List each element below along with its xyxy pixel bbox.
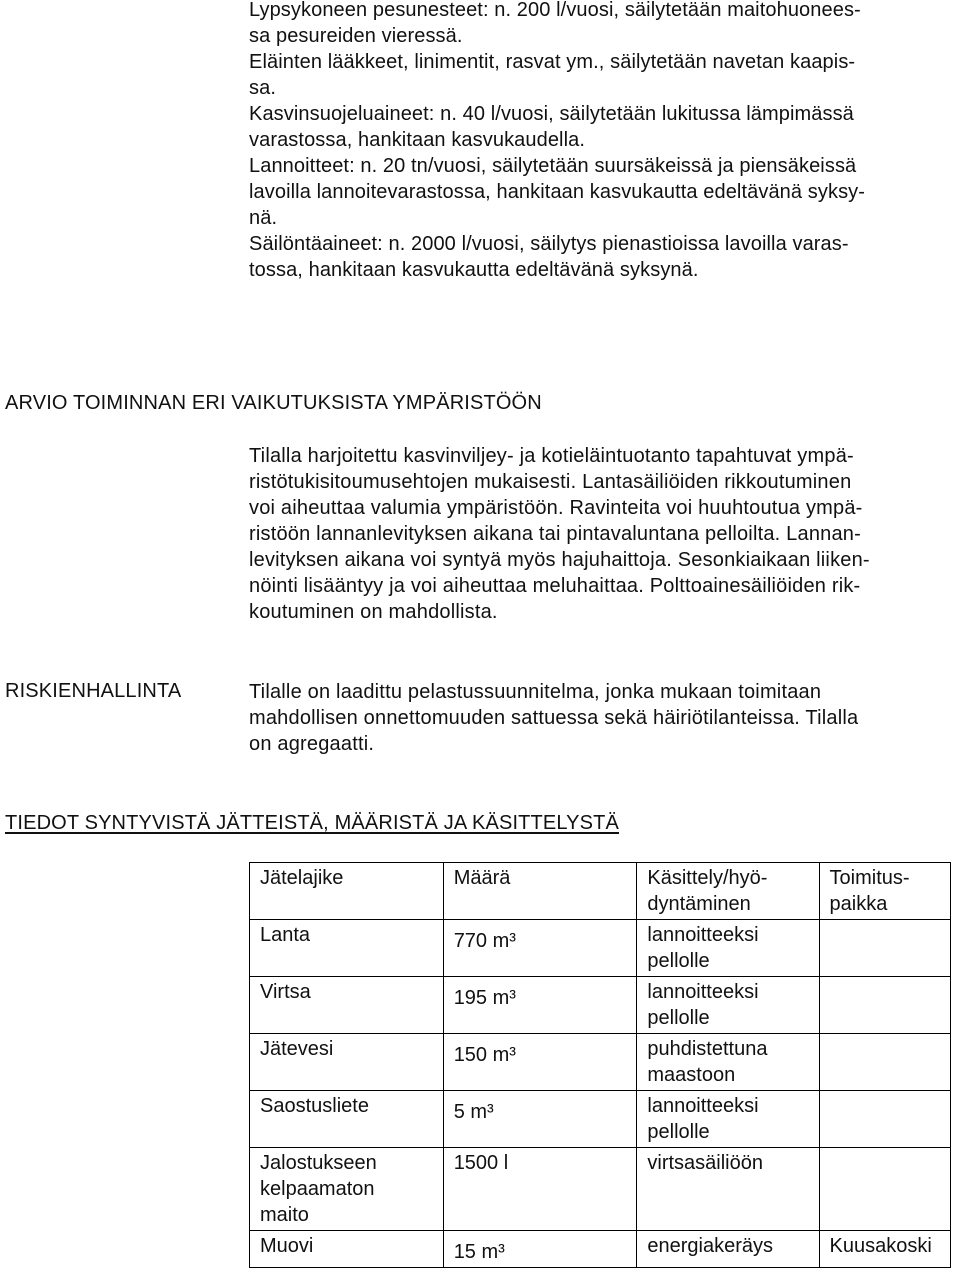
handling-cell: lannoitteeksi pellolle — [637, 920, 819, 977]
text-line: on agregaatti. — [249, 733, 375, 755]
amount-cell: 150 m³ — [443, 1034, 637, 1091]
amount-cell: 770 m³ — [443, 920, 637, 977]
text-line: Kasvinsuojeluaineet: n. 40 l/vuosi, säilytetään lukitussa lämpimässä — [249, 103, 854, 125]
delivery-cell — [819, 1148, 950, 1231]
handling-cell: lannoitteeksi pellolle — [637, 1091, 819, 1148]
text-line: tossa, hankitaan kasvukautta edeltävänä syksynä. — [249, 259, 699, 281]
handling-cell: energiakeräys — [637, 1231, 819, 1268]
text-line: Lypsykoneen pesunesteet: n. 200 l/vuosi, säilytetään maitohuonees- — [249, 0, 861, 21]
delivery-cell — [819, 977, 950, 1034]
text-line: Eläinten lääkkeet, linimentit, rasvat ym., säilytetään navetan kaapis- — [249, 51, 856, 73]
table-row — [250, 1034, 951, 1091]
column-header: Toimitus- paikka — [819, 863, 950, 920]
text-line: ristötukisitoumusehtojen mukaisesti. Lantasäiliöiden rikkoutuminen — [249, 471, 852, 493]
text-line: levityksen aikana voi syntyä myös hajuhaittoja. Sesonkiaikaan liiken- — [249, 549, 870, 571]
handling-cell: puhdistettuna maastoon — [637, 1034, 819, 1091]
delivery-cell — [819, 920, 950, 977]
text-line: varastossa, hankitaan kasvukaudella. — [249, 129, 586, 151]
waste-type-cell: Jätevesi — [250, 1034, 444, 1091]
waste-type-cell: Lanta — [250, 920, 444, 977]
text-line: ristöön lannanlevityksen aikana tai pintavaluntana pelloilta. Lannan- — [249, 523, 861, 545]
text-line: koutuminen on mahdollista. — [249, 601, 498, 623]
waste-table — [249, 862, 951, 1268]
text-line: sa. — [249, 77, 276, 99]
table-row — [250, 920, 951, 977]
column-header: Määrä — [443, 863, 637, 920]
delivery-cell — [819, 1091, 950, 1148]
waste-type-cell: Jalostukseen kelpaamaton maito — [250, 1148, 444, 1231]
table-row — [250, 1091, 951, 1148]
text-line: nä. — [249, 207, 278, 229]
text-line: nöinti lisääntyy ja voi aiheuttaa meluhaittaa. Polttoainesäiliöiden rik- — [249, 575, 861, 597]
text-line: sa pesureiden vieressä. — [249, 25, 463, 47]
text-line: Lannoitteet: n. 20 tn/vuosi, säilytetään suursäkeissä ja piensäkeissä — [249, 155, 857, 177]
amount-cell: 1500 l — [443, 1148, 637, 1231]
table-row — [250, 1231, 951, 1268]
text-line: voi aiheuttaa valumia ympäristöön. Ravinteita voi huuhtoutua ympä- — [249, 497, 863, 519]
text-line: lavoilla lannoitevarastossa, hankitaan kasvukautta edeltävänä syksy- — [249, 181, 866, 203]
waste-type-cell: Virtsa — [250, 977, 444, 1034]
amount-cell: 15 m³ — [443, 1231, 637, 1268]
impact-heading: ARVIO TOIMINNAN ERI VAIKUTUKSISTA YMPÄRISTÖÖN — [5, 392, 542, 414]
waste-type-cell: Saostusliete — [250, 1091, 444, 1148]
text-line: Säilöntäaineet: n. 2000 l/vuosi, säilytys pienastioissa lavoilla varas- — [249, 233, 849, 255]
text-line: Tilalle on laadittu pelastussuunnitelma, jonka mukaan toimitaan — [249, 681, 822, 703]
handling-cell: virtsasäiliöön — [637, 1148, 819, 1231]
waste-heading: TIEDOT SYNTYVISTÄ JÄTTEISTÄ, MÄÄRISTÄ JA KÄSITTELYSTÄ — [5, 812, 619, 834]
text-line: Tilalla harjoitettu kasvinviljey- ja kotieläintuotanto tapahtuvat ympä- — [249, 445, 854, 467]
table-row — [250, 1148, 951, 1231]
delivery-cell — [819, 1034, 950, 1091]
table-header-row — [250, 863, 951, 920]
text-line: mahdollisen onnettomuuden sattuessa sekä häiriötilanteissa. Tilalla — [249, 707, 859, 729]
handling-cell: lannoitteeksi pellolle — [637, 977, 819, 1034]
amount-cell: 5 m³ — [443, 1091, 637, 1148]
delivery-cell: Kuusakoski — [819, 1231, 950, 1268]
risk-heading: RISKIENHALLINTA — [5, 680, 182, 702]
waste-type-cell: Muovi — [250, 1231, 444, 1268]
column-header: Käsittely/hyö- dyntäminen — [637, 863, 819, 920]
table-row — [250, 977, 951, 1034]
column-header: Jätelajike — [250, 863, 444, 920]
amount-cell: 195 m³ — [443, 977, 637, 1034]
